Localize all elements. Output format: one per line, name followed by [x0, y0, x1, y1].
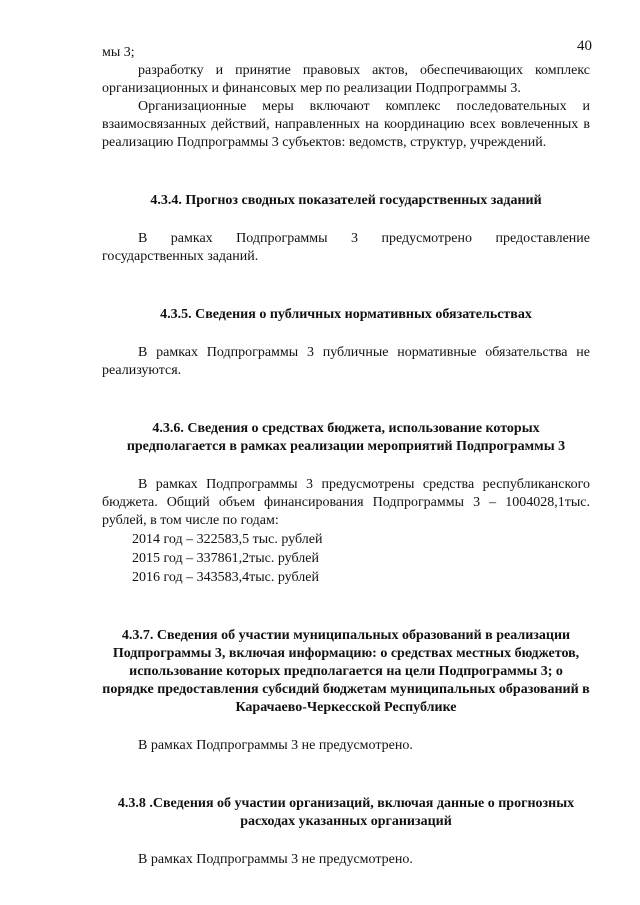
intro-line: мы 3; [102, 45, 135, 60]
section-heading-4-3-5: 4.3.5. Сведения о публичных нормативных обязательствах [160, 307, 532, 322]
section-heading-4-3-7: 4.3.7. Сведения об участии муниципальных образований в реализации Подпрограммы 3, включая информацию: о средствах местных бюджетов, использование которых предполагается на цели Подпрограммы 3; о порядке предоставления субсидий бюджетам муниципальных образований в Карачаево-Черкесской Республике [102, 628, 590, 715]
section-text-4-3-7: В рамках Подпрограммы 3 не предусмотрено. [138, 738, 413, 753]
intro-paragraph-2: Организационные меры включают комплекс последовательных и взаимосвязанных действий, направленных на координацию всех вовлеченных в реализацию Подпрограммы 3 субъектов: ведомств, структур, учреждений. [102, 99, 590, 150]
section-text-4-3-4: В рамках Подпрограммы 3 предусмотрено предоставление государственных заданий. [102, 231, 590, 264]
funding-year-2014: 2014 год – 322583,5 тыс. рублей [132, 532, 323, 547]
intro-paragraph-1: разработку и принятие правовых актов, обеспечивающих комплекс организационных и финансовых мер по реализации Подпрограммы 3. [102, 63, 590, 96]
section-heading-4-3-4: 4.3.4. Прогноз сводных показателей государственных заданий [150, 193, 542, 208]
document-body [102, 44, 590, 869]
funding-by-year-list [102, 530, 590, 587]
section-text-4-3-6: В рамках Подпрограммы 3 предусмотрены средства республиканского бюджета. Общий объем финансирования Подпрограммы 3 – 1004028,1тыс. рублей, в том числе по годам: [102, 477, 590, 528]
section-heading-4-3-8: 4.3.8 .Сведения об участии организаций, включая данные о прогнозных расходах указанных организаций [117, 796, 575, 829]
section-text-4-3-8: В рамках Подпрограммы 3 не предусмотрено. [138, 852, 413, 867]
funding-year-2015: 2015 год – 337861,2тыс. рублей [132, 551, 319, 566]
funding-year-2016: 2016 год – 343583,4тыс. рублей [132, 570, 319, 585]
section-text-4-3-5: В рамках Подпрограммы 3 публичные нормативные обязательства не реализуются. [102, 345, 590, 378]
section-heading-4-3-6: 4.3.6. Сведения о средствах бюджета, использование которых предполагается в рамках реализации мероприятий Подпрограммы 3 [126, 421, 566, 454]
page-number: 40 [577, 38, 592, 54]
